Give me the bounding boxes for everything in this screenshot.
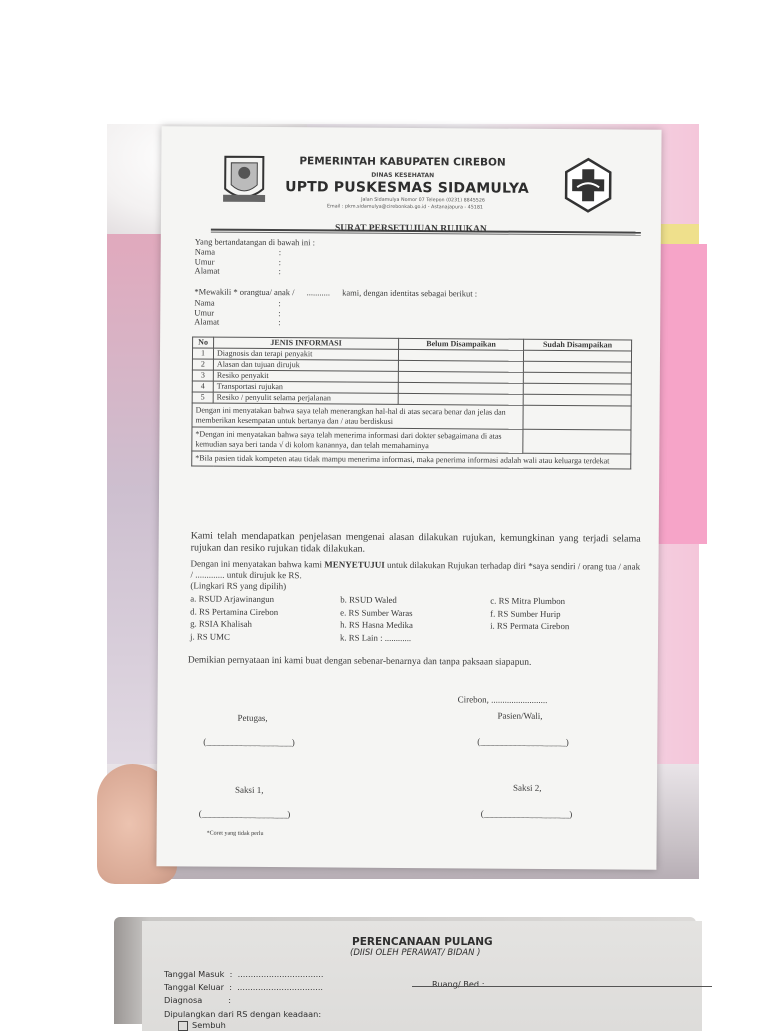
- table-cell-info: Resiko / penyulit selama perjalanan: [213, 392, 398, 404]
- referral-consent-form: [156, 126, 661, 869]
- form-rule: [412, 986, 712, 987]
- table-cell-info: Diagnosis dan terapi penyakit: [213, 348, 398, 360]
- patient-signature-line: (___________________): [477, 736, 569, 747]
- witness2-label: Saksi 2,: [513, 783, 542, 794]
- field-label: Alamat: [194, 317, 278, 327]
- consent-paragraph: [190, 558, 640, 582]
- hospital-option: h. RS Hasna Medika: [340, 619, 490, 633]
- diagnosis-field: Diagnosa :: [164, 995, 231, 1005]
- table-header: No: [193, 337, 214, 348]
- patient-signature-label: Pasien/Wali,: [497, 711, 542, 722]
- regency-emblem-icon: [221, 151, 267, 207]
- admission-date-field: Tanggal Masuk : .................................: [164, 969, 323, 979]
- letterhead-email: Email : pkm.sidamulya@cirebonkab.go.id - Astanajapura - 45181: [327, 204, 483, 211]
- field-sep: :: [279, 258, 289, 268]
- place-date: Cirebon, .........................: [458, 694, 548, 705]
- table-cell-no: 4: [192, 381, 213, 392]
- field-row: [195, 266, 289, 276]
- table-cell-delivered: [523, 372, 631, 384]
- footnote: *Coret yang tidak perlu: [207, 831, 264, 839]
- hospital-option: f. RS Sumber Hurip: [490, 607, 560, 620]
- field-label: Nama: [195, 247, 279, 257]
- table-cell-delivered: [523, 383, 631, 395]
- hospital-option: b. RSUD Waled: [340, 594, 490, 608]
- consent-text-a: Dengan ini menyatakan bahwa kami: [191, 558, 325, 569]
- discharge-condition-label: Dipulangkan dari RS dengan keadaan:: [164, 1009, 321, 1019]
- closing-statement: Demikian pernyataan ini kami buat dengan sebenar-benarnya dan tanpa paksaan siapapun.: [188, 654, 648, 669]
- table-row: [192, 427, 631, 454]
- table-cell-not-delivered: [398, 393, 523, 405]
- table-cell-no: 5: [192, 392, 213, 403]
- hospital-option: c. RS Mitra Plumbon: [490, 595, 565, 608]
- document-photo-1: [107, 124, 699, 879]
- table-cell-not-delivered: [398, 371, 523, 383]
- letterhead-address: Jalan Sidamulya Nomor 07 Telepon (0231) 8845526: [361, 198, 485, 205]
- table-cell-no: 2: [192, 359, 213, 370]
- hospital-option: e. RS Sumber Waras: [340, 606, 490, 620]
- information-table: [191, 336, 632, 469]
- puskesmas-logo-icon: [563, 157, 613, 213]
- table-cell-not-delivered: [398, 360, 523, 372]
- hospital-option: a. RSUD Arjawinangun: [190, 592, 340, 606]
- hospital-choice-note: (Lingkari RS yang dipilih): [190, 580, 640, 594]
- representation-blank: ...........: [307, 287, 330, 297]
- explanation-paragraph: Kami telah mendapatkan penjelasan mengenai alasan dilakukan rujukan, kemungkinan yang terjadi selama rujukan dan resiko rujukan tidak dilakukan.: [191, 530, 641, 557]
- table-cell-not-delivered: [398, 382, 523, 394]
- field-sep: :: [278, 318, 288, 328]
- discharge-date-field: Tanggal Keluar : .................................: [164, 982, 323, 992]
- letterhead-government: PEMERINTAH KABUPATEN CIREBON: [299, 155, 505, 169]
- field-sep: :: [278, 309, 288, 319]
- field-label: Umur: [194, 308, 278, 318]
- field-label: Umur: [195, 257, 279, 267]
- witness1-label: Saksi 1,: [235, 785, 264, 796]
- table-header: Sudah Disampaikan: [524, 339, 632, 351]
- officer-signature-label: Petugas,: [237, 713, 267, 724]
- letterhead-department: DINAS KESEHATAN: [371, 172, 434, 180]
- table-cell-no: 1: [192, 348, 213, 359]
- letterhead: [181, 146, 641, 219]
- room-bed-field: Ruang/ Bed : .................................: [432, 979, 573, 989]
- discharge-plan-subtitle: (DIISI OLEH PERAWAT/ BIDAN ): [350, 948, 480, 958]
- hospital-option: j. RS UMC: [190, 630, 340, 644]
- officer-signature-line: (___________________): [203, 737, 295, 748]
- consent-text-c: untuk dilakukan Rujukan terhadap diri *saya sendiri / orang tua / anak / ............. untuk dirujuk ke RS.: [190, 560, 640, 580]
- representation-line: [194, 286, 624, 299]
- document-photo-2: [114, 917, 696, 1024]
- field-sep: :: [278, 299, 288, 309]
- table-row: [192, 451, 631, 469]
- table-cell-info: Alasan dan tujuan dirujuk: [213, 359, 398, 371]
- hospital-option: k. RS Lain : ............: [340, 631, 490, 645]
- representation-text-2: kami, dengan identitas sebagai berikut :: [342, 288, 477, 299]
- letterhead-clinic: UPTD PUSKESMAS SIDAMULYA: [285, 179, 529, 197]
- witness2-signature-line: (___________________): [481, 809, 573, 820]
- document-title: SURAT PERSETUJUAN RUJUKAN: [161, 222, 661, 237]
- representation-text: *Mewakili * orangtua/ anak /: [194, 286, 294, 297]
- field-sep: :: [279, 267, 289, 277]
- recovered-option-label: Sembuh: [192, 1020, 226, 1030]
- signature-cell: [523, 429, 631, 454]
- field-label: Alamat: [195, 266, 279, 276]
- table-cell-no: 3: [192, 370, 213, 381]
- table-header: JENIS INFORMASI: [214, 337, 399, 349]
- officer-statement: Dengan ini menyatakan bahwa saya telah menerangkan hal-hal di atas secara benar dan jelas dan memberikan kesempatan untuk bertanya dan / atau berdiskusi: [192, 403, 523, 429]
- witness1-signature-line: (___________________): [199, 809, 291, 820]
- patient-fields: [194, 298, 288, 327]
- hospital-option: i. RS Permata Cirebon: [490, 620, 569, 633]
- signer-fields: [195, 247, 289, 276]
- intro-text: Yang bertandatangan di bawah ini :: [195, 236, 315, 247]
- table-cell-info: Resiko penyakit: [213, 370, 398, 382]
- patient-statement: *Dengan ini menyatakan bahwa saya telah menerima informasi dari dokter sebagaimana di atas kemudian saya beri tanda √ di kolom kanannya, dan telah memahaminya: [192, 427, 523, 453]
- recovered-checkbox: [178, 1021, 188, 1031]
- field-label: Nama: [194, 298, 278, 308]
- table-row: [192, 403, 631, 430]
- table-cell-delivered: [523, 350, 631, 362]
- discharge-plan-form: [142, 921, 702, 1031]
- guardian-note: *Bila pasien tidak kompeten atau tidak mampu menerima informasi, maka penerima informasi adalah wali atau keluarga terdekat: [192, 451, 631, 469]
- table-cell-delivered: [523, 361, 631, 373]
- hospital-option: g. RSIA Khalisah: [190, 617, 340, 631]
- hospital-option: d. RS Pertamina Cirebon: [190, 605, 340, 619]
- hospital-row: [190, 630, 640, 646]
- table-header: Belum Disampaikan: [399, 338, 524, 350]
- table-cell-not-delivered: [398, 349, 523, 361]
- consent-agree-text: MENYETUJUI: [324, 559, 385, 569]
- field-row: [194, 317, 288, 327]
- signature-cell: [523, 405, 631, 430]
- discharge-plan-title: PERENCANAAN PULANG: [352, 936, 493, 948]
- field-sep: :: [279, 248, 289, 258]
- hospital-list: [190, 592, 640, 645]
- table-cell-delivered: [523, 394, 631, 406]
- table-cell-info: Transportasi rujukan: [213, 381, 398, 393]
